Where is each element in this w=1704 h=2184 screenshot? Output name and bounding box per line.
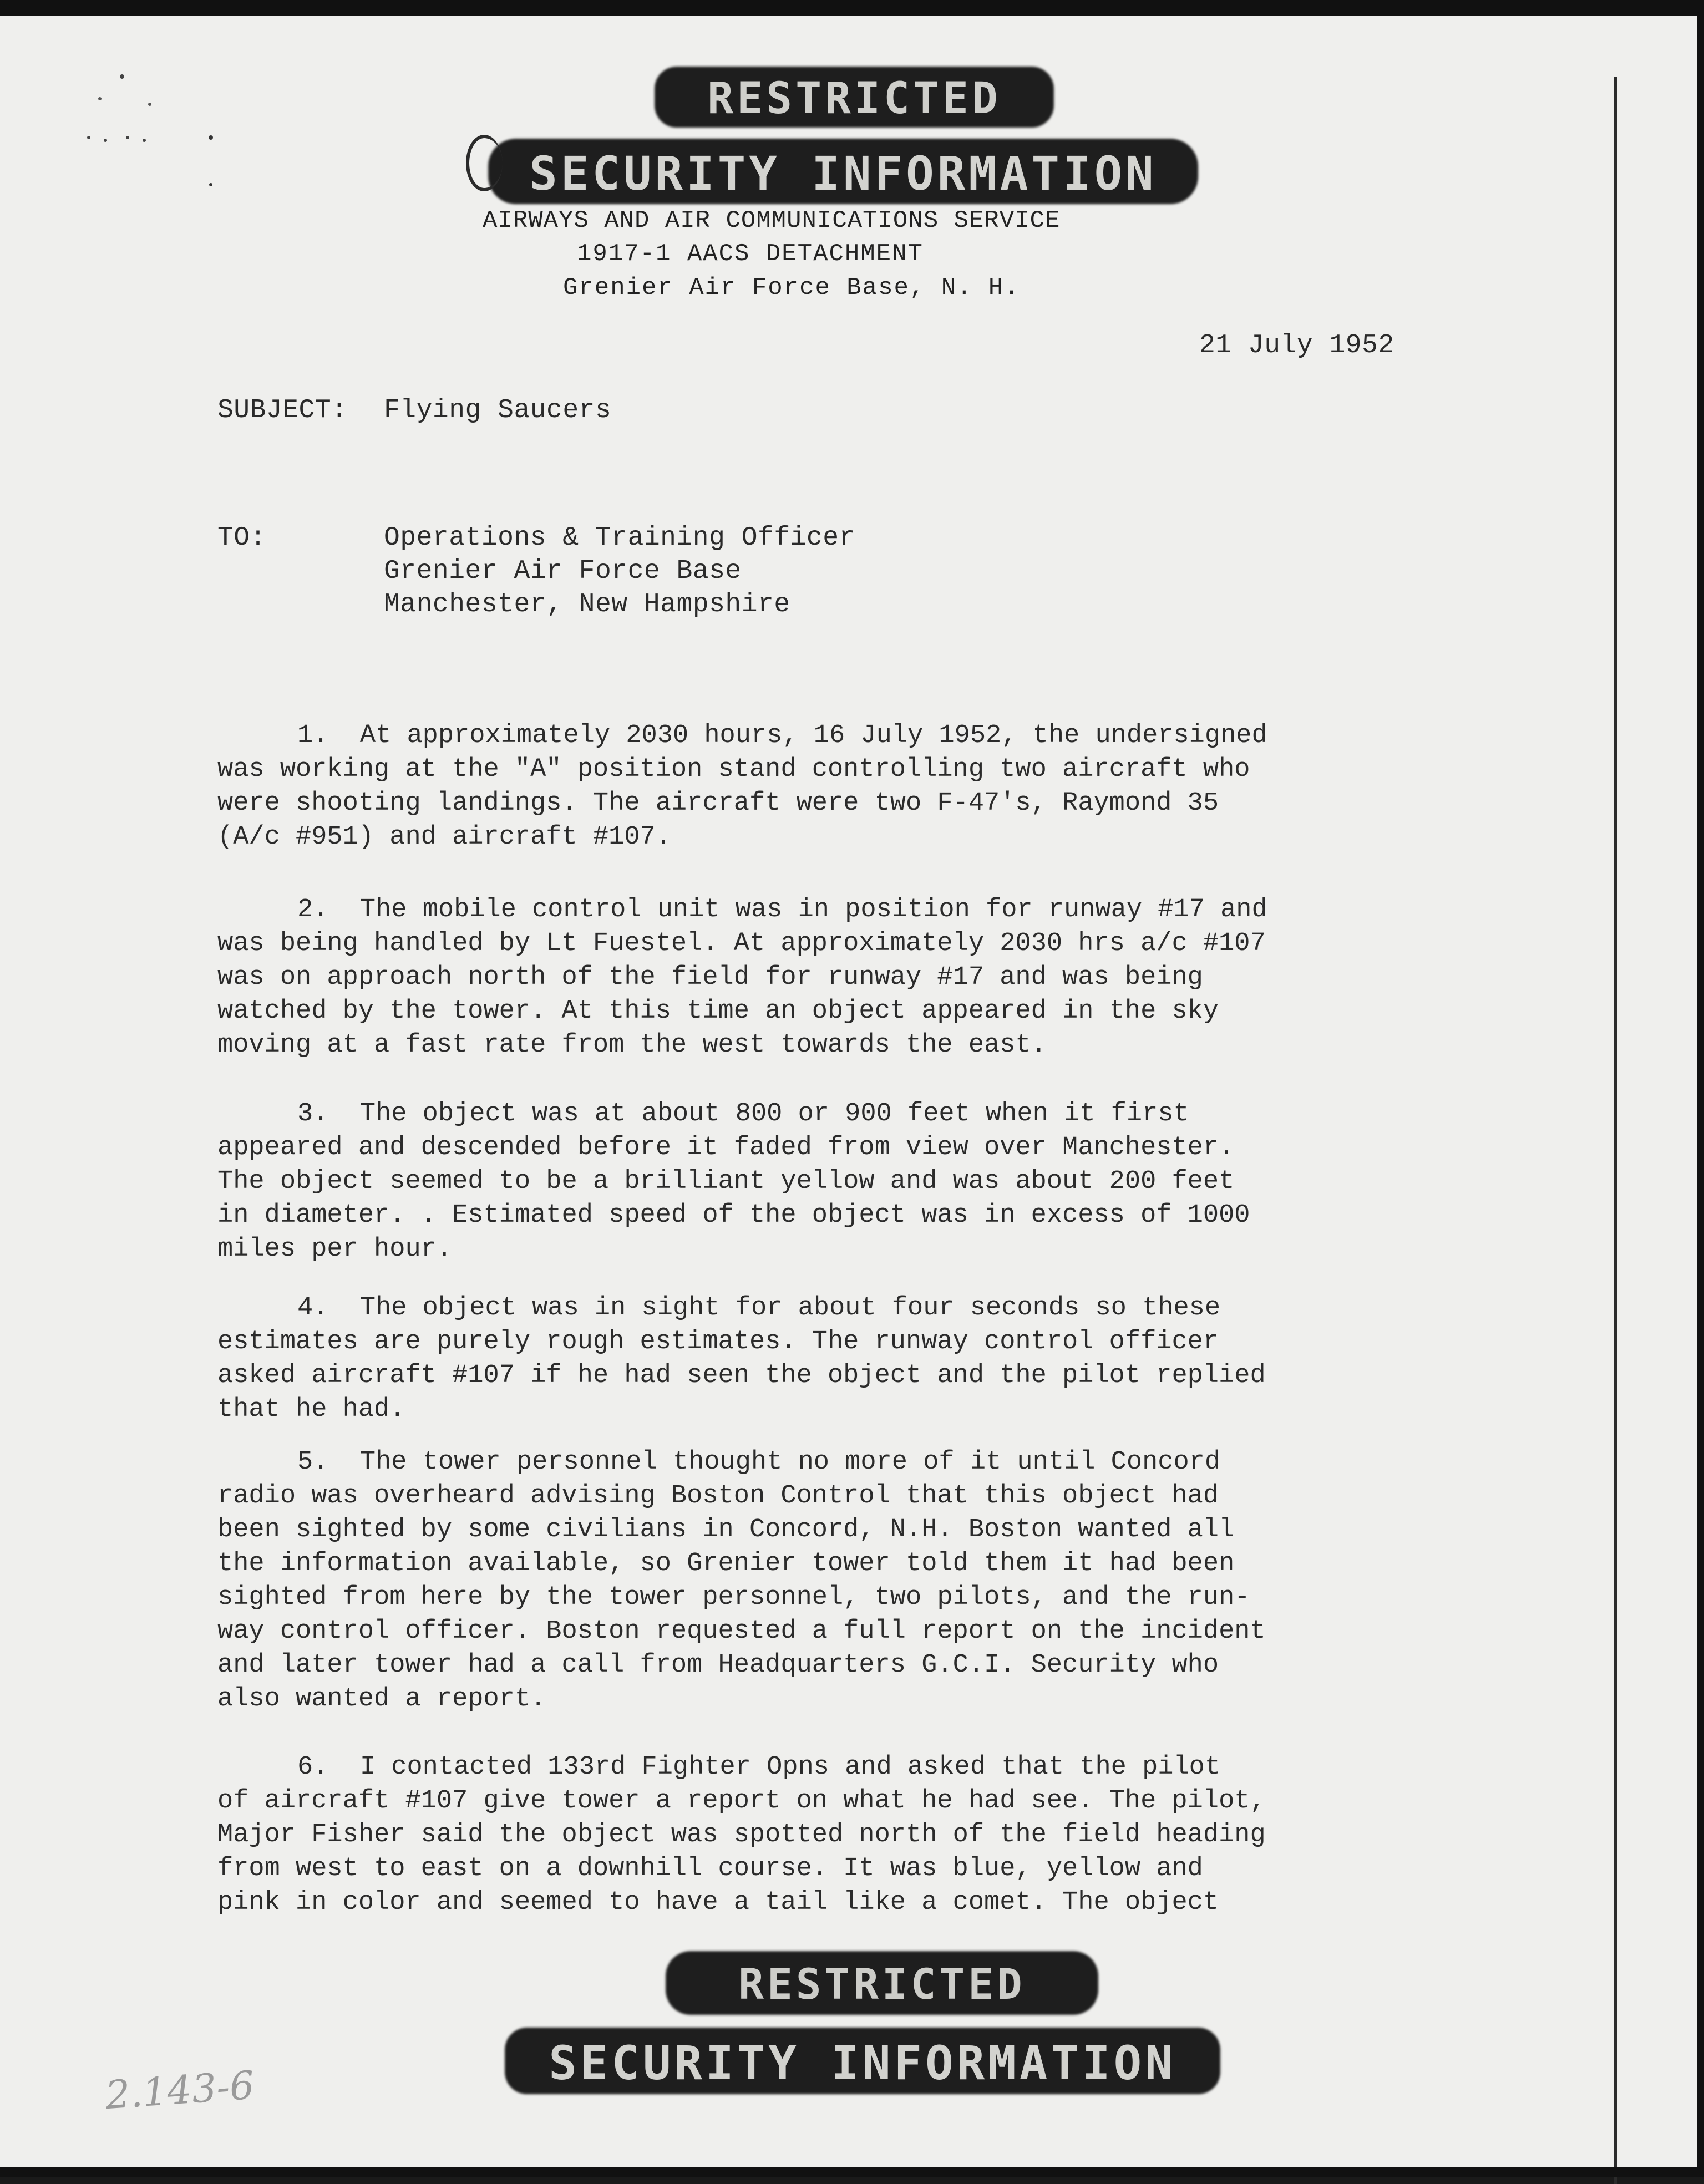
paragraph-text: The object was in sight for about four seconds so these bbox=[359, 1293, 1221, 1323]
stamp-swirl-left bbox=[466, 135, 503, 191]
paragraph-number: 2. bbox=[297, 895, 329, 925]
paragraph-line: estimates are purely rough estimates. The runway control officer bbox=[217, 1327, 1219, 1357]
paragraph-1 bbox=[217, 719, 1360, 854]
paragraph-number: 1. bbox=[297, 721, 329, 750]
paragraph-line: was working at the "A" position stand controlling two aircraft who bbox=[217, 755, 1250, 784]
paragraph-line bbox=[217, 1097, 1360, 1131]
to-label: TO: bbox=[217, 523, 266, 553]
paragraph-line: asked aircraft #107 if he had seen the object and the pilot replied bbox=[217, 1361, 1266, 1390]
paragraph-line: been sighted by some civilians in Concord, N.H. Boston wanted all bbox=[217, 1515, 1235, 1545]
paragraph-text: The object was at about 800 or 900 feet when it first bbox=[359, 1099, 1189, 1129]
paragraph-line: the information available, so Grenier tower told them it had been bbox=[217, 1549, 1235, 1578]
subject-value: Flying Saucers bbox=[384, 395, 612, 425]
paragraph-4 bbox=[217, 1291, 1360, 1426]
paragraph-line: that he had. bbox=[217, 1395, 405, 1424]
paragraph-line: in diameter. . Estimated speed of the object was in excess of 1000 bbox=[217, 1201, 1250, 1230]
paragraph-line: (A/c #951) and aircraft #107. bbox=[217, 822, 671, 852]
paragraph-number: 4. bbox=[297, 1293, 329, 1323]
paragraph-line: miles per hour. bbox=[217, 1235, 453, 1264]
to-line-1: Operations & Training Officer bbox=[384, 523, 855, 553]
subject-label: SUBJECT: bbox=[217, 395, 348, 425]
paragraph-line: way control officer. Boston requested a full report on the incident bbox=[217, 1617, 1266, 1646]
paragraph-line: Major Fisher said the object was spotted north of the field heading bbox=[217, 1820, 1266, 1850]
paragraph-line: were shooting landings. The aircraft were two F-47's, Raymond 35 bbox=[217, 789, 1219, 818]
paragraph-line: moving at a fast rate from the west towards the east. bbox=[217, 1030, 1047, 1060]
paragraph-line: watched by the tower. At this time an object appeared in the sky bbox=[217, 997, 1219, 1026]
paragraph-line: sighted from here by the tower personnel, two pilots, and the run- bbox=[217, 1583, 1250, 1612]
paragraph-line bbox=[217, 719, 1360, 753]
paragraph-6 bbox=[217, 1750, 1360, 1919]
paragraph-text: I contacted 133rd Fighter Opns and asked that the pilot bbox=[359, 1753, 1221, 1782]
paragraph-line bbox=[217, 1291, 1360, 1325]
to-line-3: Manchester, New Hampshire bbox=[384, 590, 790, 619]
handwritten-file-note: 2.143-6 bbox=[104, 2062, 256, 2119]
margin-specks bbox=[83, 65, 227, 204]
paragraph-number: 3. bbox=[297, 1099, 329, 1129]
document-page bbox=[0, 16, 1697, 2167]
paragraph-line: was on approach north of the field for runway #17 and was being bbox=[217, 963, 1203, 992]
paragraph-line: radio was overheard advising Boston Control that this object had bbox=[217, 1481, 1219, 1511]
scan-border-bottom bbox=[0, 2167, 1704, 2177]
paragraph-line: pink in color and seemed to have a tail like a comet. The object bbox=[217, 1888, 1219, 1917]
paragraph-5 bbox=[217, 1445, 1360, 1716]
paragraph-text: The tower personnel thought no more of it until Concord bbox=[359, 1447, 1221, 1477]
paragraph-line: The object seemed to be a brilliant yellow and was about 200 feet bbox=[217, 1167, 1235, 1196]
paragraph-number: 6. bbox=[297, 1753, 329, 1782]
paragraph-line bbox=[217, 1750, 1360, 1784]
paragraph-line: from west to east on a downhill course. It was blue, yellow and bbox=[217, 1854, 1203, 1883]
paragraph-text: At approximately 2030 hours, 16 July 1952, the undersigned bbox=[359, 721, 1267, 750]
paragraph-line: of aircraft #107 give tower a report on what he had see. The pilot, bbox=[217, 1786, 1266, 1816]
paragraph-line bbox=[217, 1445, 1360, 1479]
paragraph-number: 5. bbox=[297, 1447, 329, 1477]
paragraph-text: The mobile control unit was in position for runway #17 and bbox=[359, 895, 1267, 925]
scan-border-top bbox=[0, 0, 1704, 16]
paragraph-line bbox=[217, 893, 1360, 927]
paragraph-3 bbox=[217, 1097, 1360, 1266]
letterhead-line-1: AIRWAYS AND AIR COMMUNICATIONS SERVICE bbox=[483, 207, 1061, 235]
letterhead-line-3: Grenier Air Force Base, N. H. bbox=[563, 274, 1020, 302]
paragraph-line: appeared and descended before it faded from view over Manchester. bbox=[217, 1133, 1235, 1162]
bottom-classification-text: RESTRICTED bbox=[738, 1959, 1026, 2009]
right-margin-rule bbox=[1614, 77, 1617, 2184]
paragraph-2 bbox=[217, 893, 1360, 1062]
letterhead-line-2: 1917-1 AACS DETACHMENT bbox=[577, 240, 924, 268]
top-classification-text: RESTRICTED bbox=[707, 74, 1001, 124]
bottom-security-text: SECURITY INFORMATION bbox=[549, 2036, 1176, 2090]
top-security-text: SECURITY INFORMATION bbox=[529, 146, 1157, 201]
paragraph-line: and later tower had a call from Headquarters G.C.I. Security who bbox=[217, 1650, 1219, 1680]
paragraph-line: was being handled by Lt Fuestel. At approximately 2030 hrs a/c #107 bbox=[217, 929, 1266, 958]
paragraph-line: also wanted a report. bbox=[217, 1684, 546, 1714]
to-line-2: Grenier Air Force Base bbox=[384, 556, 742, 586]
letter-date: 21 July 1952 bbox=[1199, 331, 1394, 360]
scan-border-right bbox=[1697, 0, 1704, 2177]
